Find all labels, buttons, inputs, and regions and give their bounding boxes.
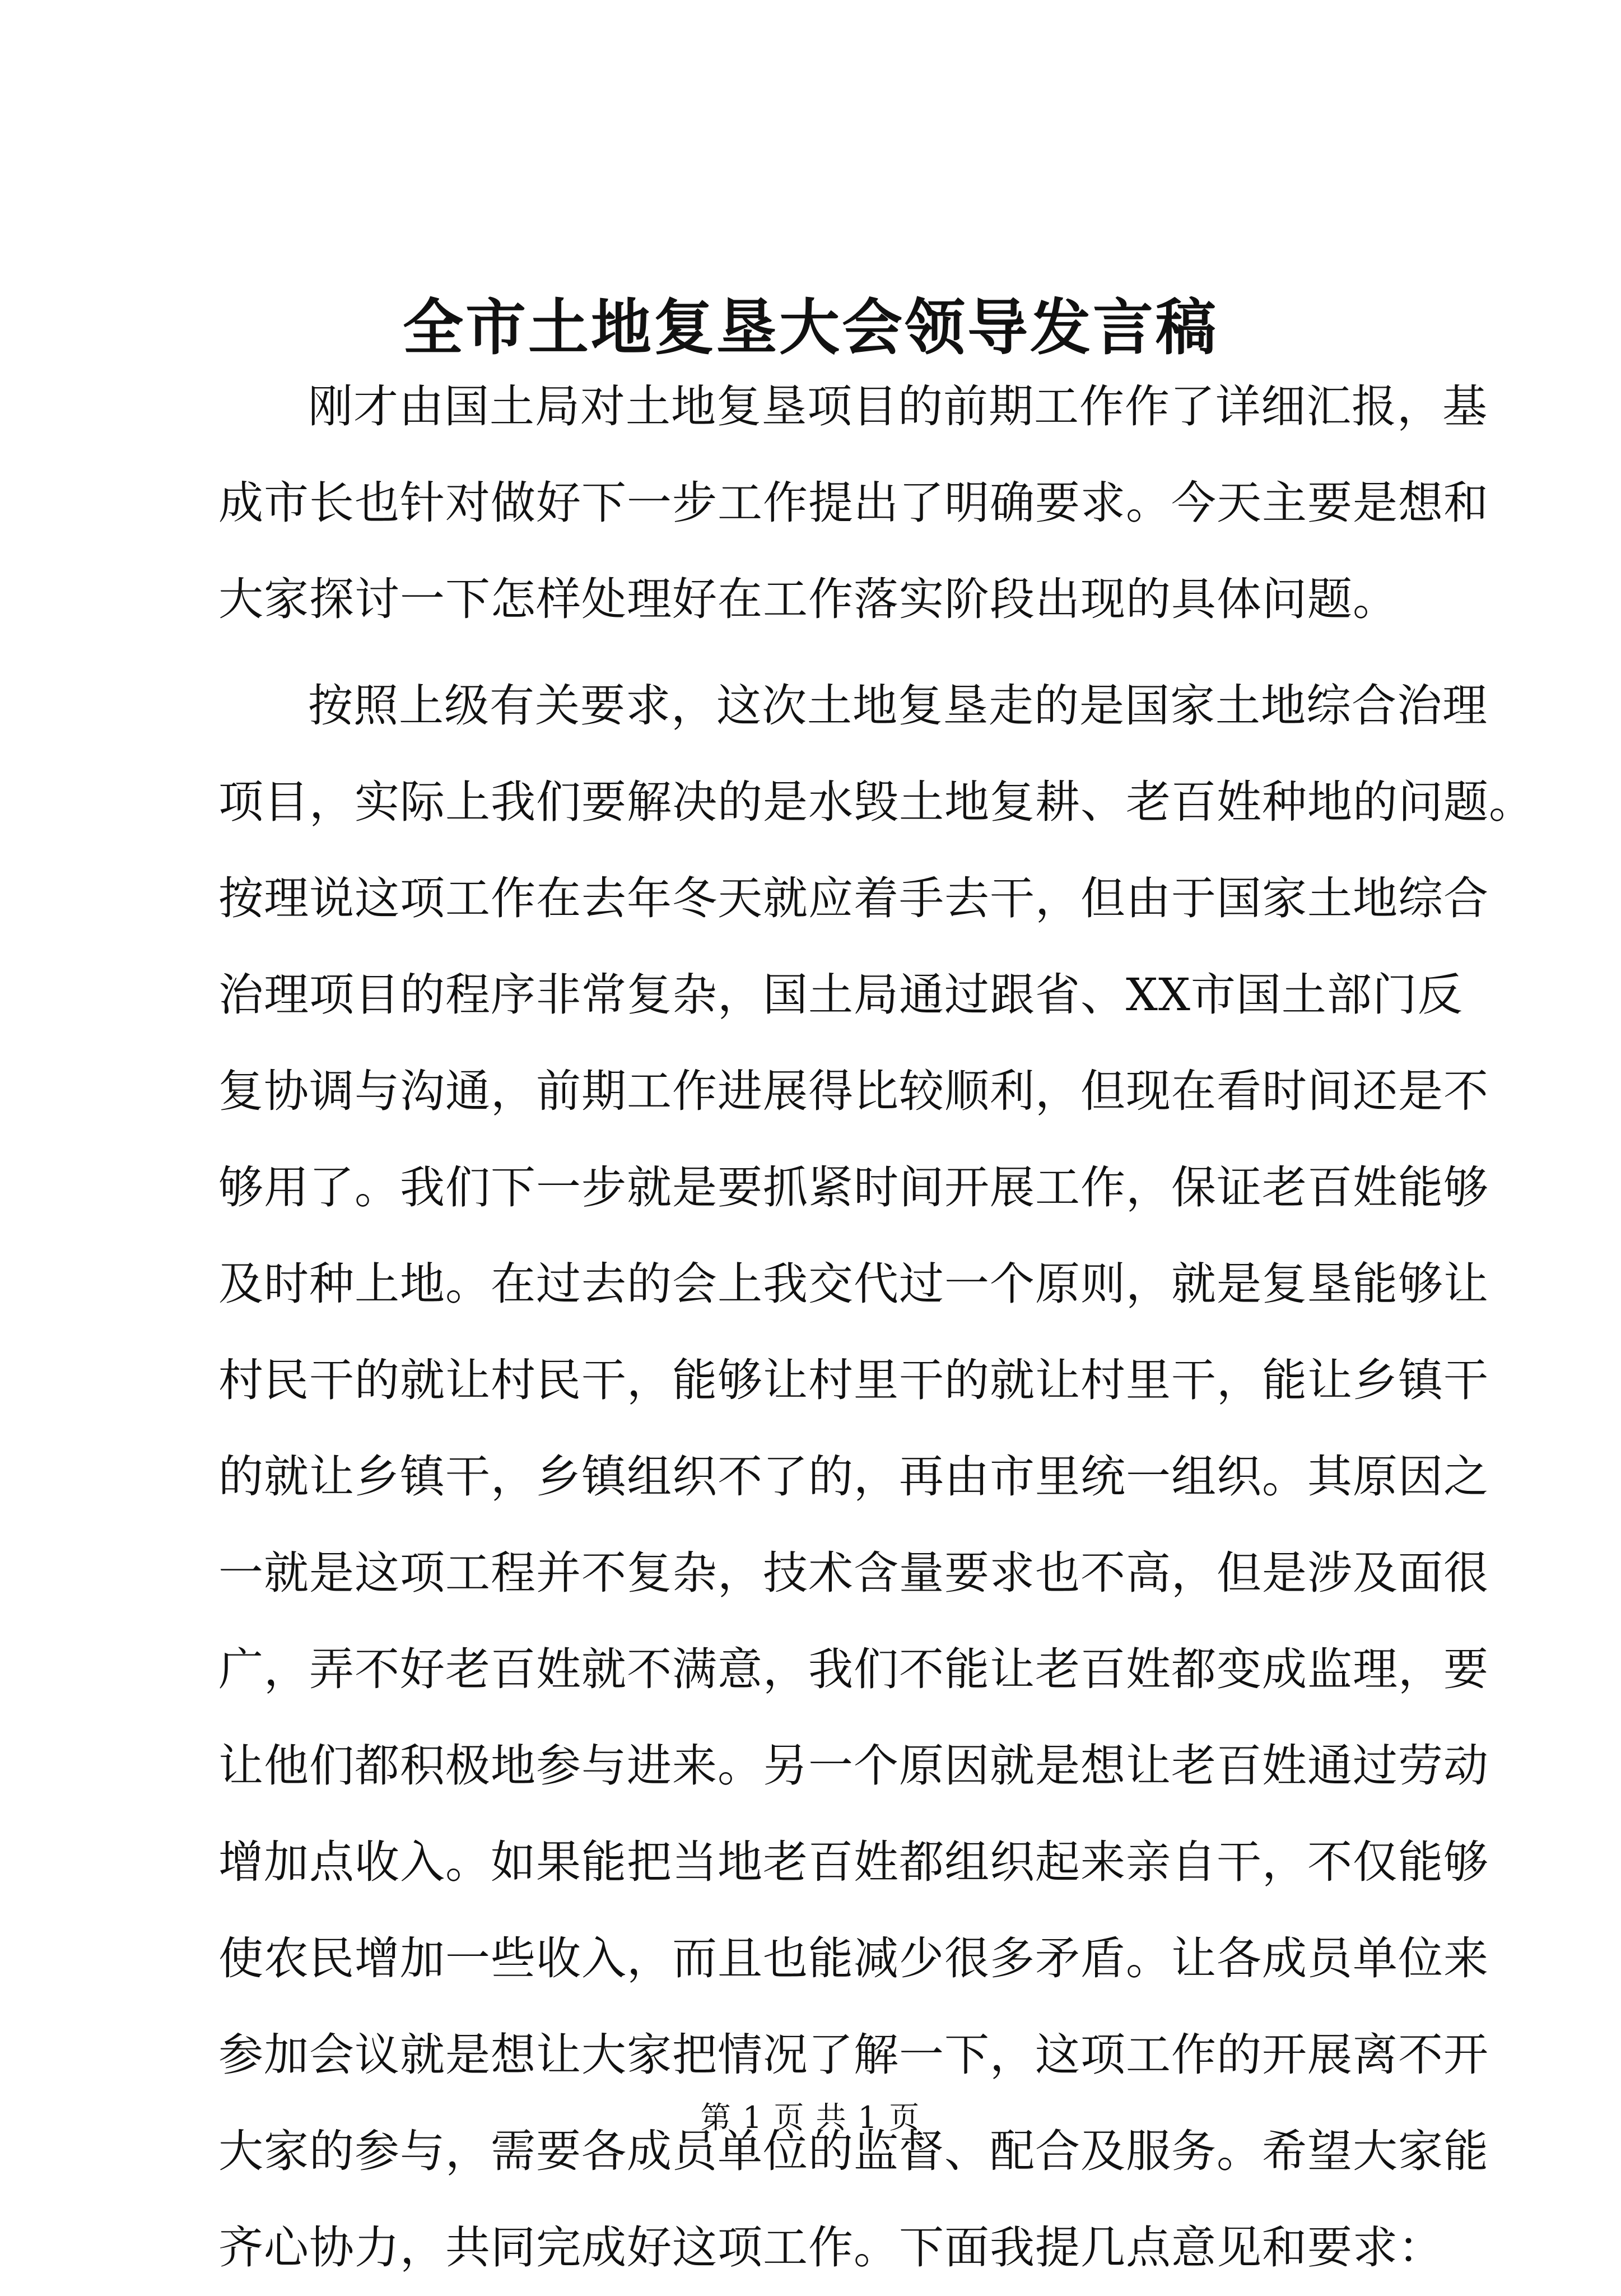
paragraph-line: 项目，实际上我们要解决的是水毁土地复耕、老百姓种地的问题。 (218, 776, 1534, 828)
paragraph-line: 复协调与沟通，前期工作进展得比较顺利，但现在看时间还是不 (218, 1065, 1489, 1117)
document-title: 全市土地复垦大会领导发言稿 (402, 292, 1218, 363)
page-footer: 第 1 页 共 1 页 (700, 2100, 921, 2135)
paragraph-gap (218, 648, 1409, 658)
paragraph-line: 及时种上地。在过去的会上我交代过一个原则，就是复垦能够让 (218, 1258, 1489, 1310)
paragraph-line: 使农民增加一些收入，而且也能减少很多矛盾。让各成员单位来 (218, 1932, 1489, 1984)
paragraph-line: 的就让乡镇干，乡镇组织不了的，再由市里统一组织。其原因之 (218, 1451, 1489, 1503)
paragraph-line: 成市长也针对做好下一步工作提出了明确要求。今天主要是想和 (218, 477, 1489, 529)
paragraph-line: 按理说这项工作在去年冬天就应着手去干，但由于国家土地综合 (218, 872, 1489, 924)
paragraph-line: 大家的参与，需要各成员单位的监督、配合及服务。希望大家能 (218, 2125, 1489, 2177)
paragraph-line: 参加会议就是想让大家把情况了解一下，这项工作的开展离不开 (218, 2029, 1489, 2081)
document-body (218, 359, 1534, 2296)
paragraph-line: 增加点收入。如果能把当地老百姓都组织起来亲自干，不仅能够 (218, 1836, 1489, 1888)
paragraph-2 (218, 658, 1534, 2296)
paragraph-line: 村民干的就让村民干，能够让村里干的就让村里干，能让乡镇干 (218, 1354, 1489, 1406)
paragraph-line: 广，弄不好老百姓就不满意，我们不能让老百姓都变成监理，要 (218, 1643, 1489, 1695)
paragraph-1 (218, 359, 1489, 648)
paragraph-line: 大家探讨一下怎样处理好在工作落实阶段出现的具体问题。 (218, 573, 1398, 625)
paragraph-line: 一就是这项工程并不复杂，技术含量要求也不高，但是涉及面很 (218, 1547, 1489, 1599)
paragraph-line: 让他们都积极地参与进来。另一个原因就是想让老百姓通过劳动 (218, 1740, 1489, 1792)
paragraph-line: 够用了。我们下一步就是要抓紧时间开展工作，保证老百姓能够 (218, 1161, 1489, 1214)
paragraph-line: 按照上级有关要求，这次土地复垦走的是国家土地综合治理 (308, 680, 1488, 732)
paragraph-line: 治理项目的程序非常复杂，国土局通过跟省、XX市国土部门反 (218, 969, 1463, 1021)
paragraph-line: 刚才由国土局对土地复垦项目的前期工作作了详细汇报，基 (308, 380, 1488, 433)
paragraph-line: 齐心协力，共同完成好这项工作。下面我提几点意见和要求： (218, 2221, 1443, 2274)
